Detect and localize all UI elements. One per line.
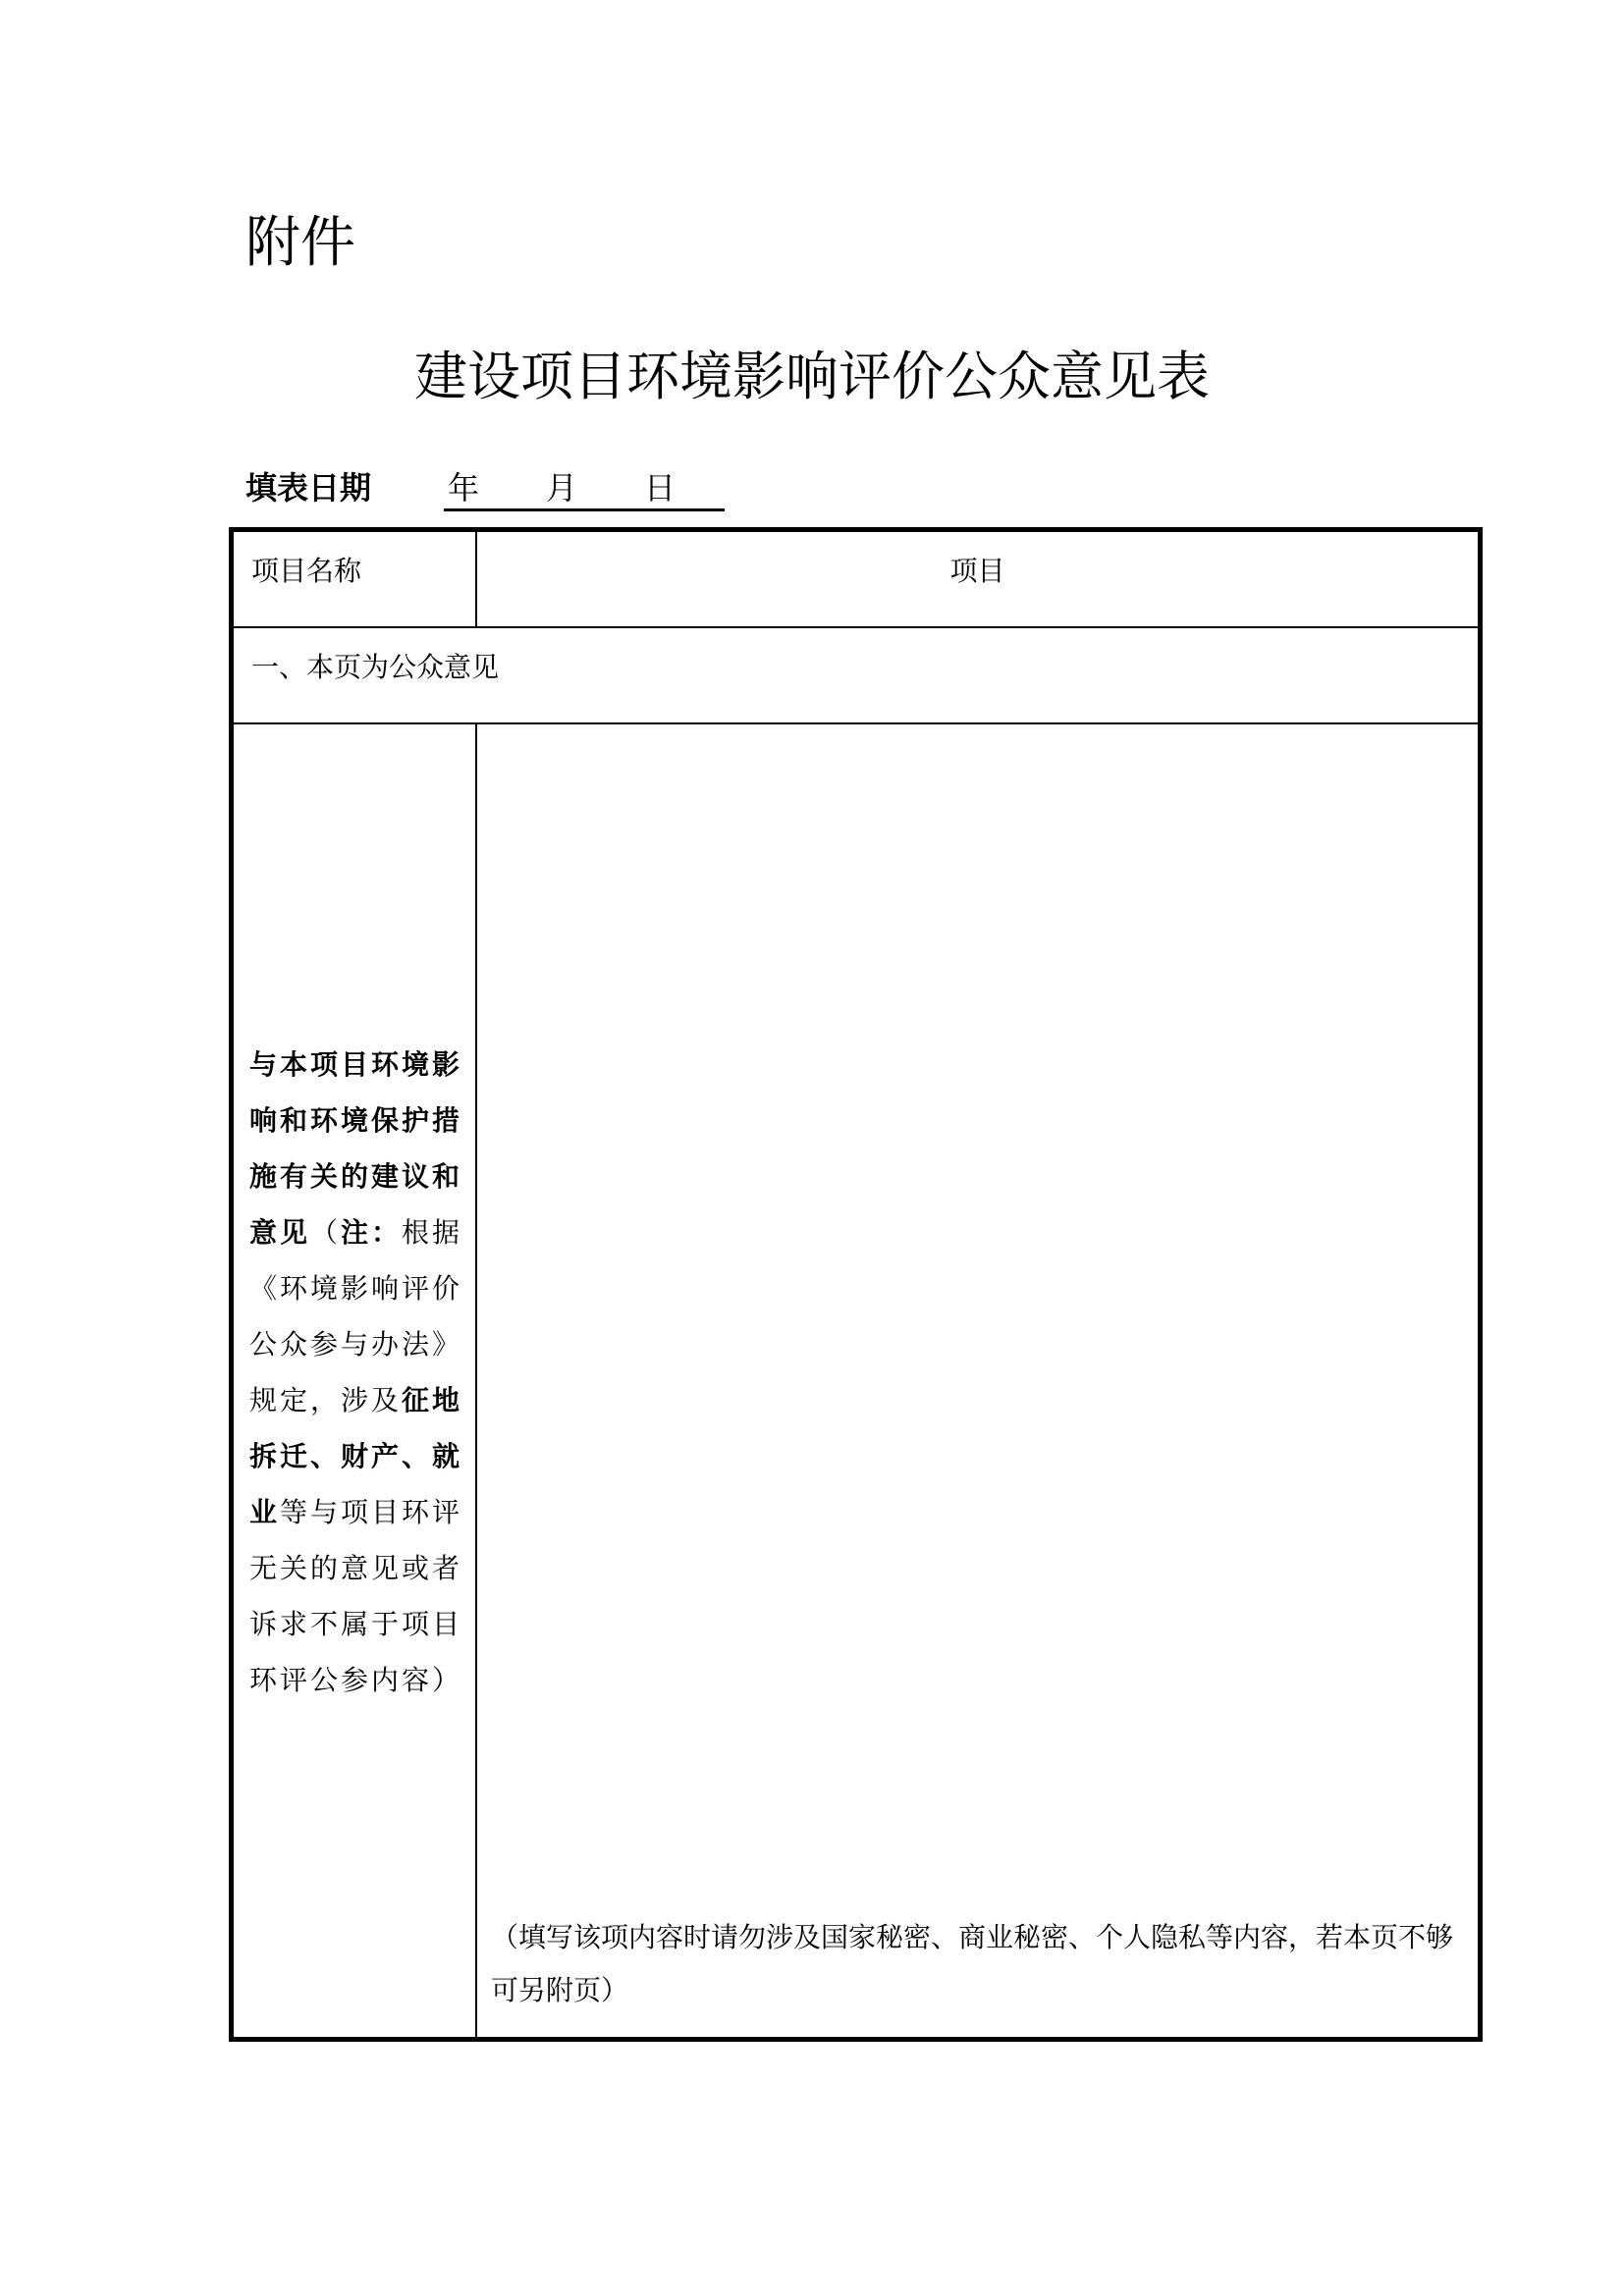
attachment-label: 附件 — [245, 211, 355, 275]
opinion-row — [233, 723, 1479, 2038]
project-name-value: 项目 — [949, 555, 1005, 587]
opinion-label-note-text: 根据《环境影响评价公众参与办法》规定，涉及 — [249, 1216, 463, 1416]
project-name-value-cell[interactable] — [476, 531, 1479, 627]
project-name-label: 项目名称 — [251, 555, 362, 587]
opinion-label-note-prefix: 注： — [341, 1216, 403, 1249]
opinion-label-excluded-topics: 征地拆迁、财产、就业 — [249, 1384, 463, 1528]
section-heading: 一、本页为公众意见 — [251, 651, 500, 683]
project-name-row — [233, 531, 1479, 627]
date-day-label: 日 — [644, 469, 677, 507]
opinion-label-main: 与本项目环境影响和环境保护措施有关的建议和意见 — [249, 1048, 463, 1249]
date-year-label: 年 — [448, 469, 480, 507]
opinion-input-cell[interactable] — [476, 723, 1479, 2038]
opinion-label-cell — [233, 723, 476, 2038]
public-opinion-form-table — [232, 530, 1480, 2039]
document-title: 建设项目环境影响评价公众意见表 — [414, 346, 1210, 407]
fill-note: （填写该项内容时请勿涉及国家秘密、商业秘密、个人隐私等内容，若本页不够可另附页） — [491, 1921, 1454, 2006]
fill-date-field[interactable] — [444, 463, 725, 511]
opinion-label-note-end: 等与项目环评无关的意见或者诉求不属于项目环评公参内容） — [249, 1496, 463, 1696]
opinion-label-paren: （ — [310, 1216, 342, 1249]
project-name-label-cell — [233, 531, 476, 627]
opinion-label — [249, 1037, 467, 1708]
fill-date-label: 填表日期 — [245, 469, 372, 507]
section-heading-row — [233, 627, 1479, 723]
section-heading-cell — [233, 627, 1479, 723]
date-month-label: 月 — [546, 469, 578, 507]
